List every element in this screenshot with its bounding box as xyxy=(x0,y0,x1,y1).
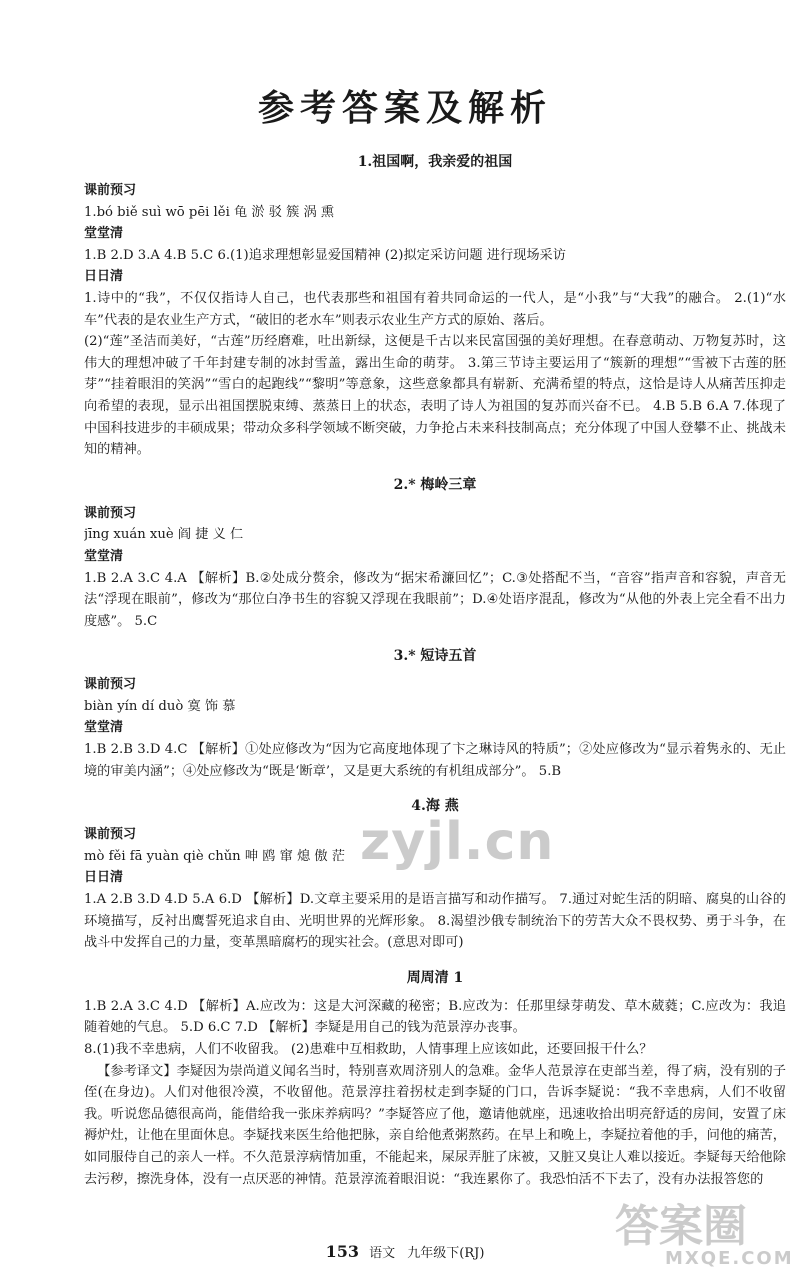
block-label: 课前预习 xyxy=(84,677,137,693)
footer-grade: 九年级下(RJ) xyxy=(407,1246,485,1261)
section-title: 2.* 梅岭三章 xyxy=(393,476,477,493)
translation-paragraph: 【参考译文】李疑因为崇尚道义闻名当时，特别喜欢周济别人的急难。金华人范景淳在吏部当差，得了病，没有别的子侄(在身边)。人们对他很冷漠，不收留他。范景淳拄着拐杖走到李疑的门口，告诉李疑说：“我不幸患病，人们不收留我。听说您品德很高尚，能借给我一张床养病吗？”李疑答应了他，邀请他就座，迅速收拾出明亮舒适的房间，安置了床褥炉灶，让他在里面休息。李疑找来医生给他把脉，亲自给他煮粥熬药。在早上和晚上，李疑拉着他的手，问他的痛苦，如同服侍自己的亲人一样。不久范景淳病情加重，不能起来，屎尿弄脏了床被，又脏又臭让人难以接近。李疑每天给他除去污秽，擦洗身体，没有一点厌恶的神情。范景淳流着眼泪说：“我连累你了。我恐怕活不下去了，没有办法报答您的 xyxy=(84,1063,786,1187)
answer-line: 1.bó biě suì wō pēi lěi 龟 淤 驳 簇 涡 熏 xyxy=(84,204,335,220)
page-number: 153 xyxy=(325,1242,359,1261)
answer-paragraph: (2)“莲”圣洁而美好，“古莲”历经磨难，吐出新绿，这便是千古以来民富国强的美好理想。在春意萌动、万物复苏时，这伟大的理想冲破了千年封建专制的冰封雪盖，露出生命的萌芽。 3.第三节诗主要运用了“簇新的理想”“雪被下古莲的胚芽”“挂着眼泪的笑涡”“雪白的起跑线”“黎明”等意象，这些意象都具有崭新、充满希望的特点，这恰是诗人从痛苦压抑走向希望的表现，显示出祖国摆脱束缚、蒸蒸日上的状态，表明了诗人为祖国的复苏而兴奋不已。 4.B 5.B 6.A 7.体现了中国科技进步的丰硕成果；带动众多科学领域不断突破，力争抢占未来科技制高点；充分体现了中国人登攀不止、挑战未知的精神。 xyxy=(84,334,786,458)
footer-subject: 语文 xyxy=(369,1246,396,1261)
watermark-text: zyjl.cn xyxy=(360,812,555,872)
answer-paragraph: 1.B 2.A 3.C 4.D 【解析】A.应改为：这是大河深藏的秘密；B.应改为：任那里绿芽萌发、草木葳蕤；C.应改为：我追随着她的气息。 5.D 6.C 7.D 【解析】李疑是用自己的钱为范景淳办丧事。 xyxy=(84,998,786,1036)
watermark-logo: 答案圈 xyxy=(615,1201,747,1252)
answer-paragraph: 1.B 2.A 3.C 4.A 【解析】B.②处成分赘余，修改为“据宋希濂回忆”；C.③处搭配不当，“音容”指声音和容貌，声音无法“浮现在眼前”，修改为“那位白净书生的容貌又浮现在我眼前”；D.④处语序混乱，修改为“从他的外表上完全看不出力度感”。 5.C xyxy=(84,570,786,629)
block-label: 堂堂清 xyxy=(84,548,124,564)
answer-line: biàn yín dí duò 寞 饰 慕 xyxy=(84,698,236,714)
section-2 xyxy=(84,473,786,633)
answer-line: jīng xuán xuè 阎 捷 义 仁 xyxy=(84,527,244,543)
page-title: 参考答案及解析 xyxy=(257,88,552,129)
answer-paragraph: 8.(1)我不幸患病，人们不收留我。 (2)患难中互相救助，人情事理上应该如此，还要回报干什么？ xyxy=(84,1042,653,1057)
answer-line: 1.B 2.D 3.A 4.B 5.C 6.(1)追求理想彰显爱国精神 (2)拟定采访问题 进行现场采访 xyxy=(84,247,566,263)
answer-line: mò fěi fā yuàn qiè chǔn 呻 鸥 窜 熄 傲 茫 xyxy=(84,848,345,864)
block-label: 日日清 xyxy=(84,269,124,285)
answer-paragraph: 1.A 2.B 3.D 4.D 5.A 6.D 【解析】D.文章主要采用的是语言描写和动作描写。 7.通过对蛇生活的阴暗、腐臭的山谷的环境描写，反衬出鹰誓死追求自由、光明世界的光辉形象。 8.渴望沙俄专制统治下的劳苦大众不畏权势、勇于斗争，在战斗中发挥自己的力量，变革黑暗腐朽的现实社会。(意思对即可) xyxy=(84,892,786,951)
block-label: 课前预习 xyxy=(84,183,137,198)
answer-paragraph: 1.诗中的“我”，不仅仅指诗人自己，也代表那些和祖国有着共同命运的一代人，是“小我”与“大我”的融合。 2.(1)“水车”代表的是农业生产方式，“破旧的老水车”则表示农业生产方式的原始、落后。 xyxy=(84,290,786,328)
block-label: 课前预习 xyxy=(84,505,137,521)
answer-content xyxy=(84,148,786,1190)
section-title: 周周清 1 xyxy=(406,969,464,986)
section-5 xyxy=(84,966,786,1190)
block-label: 日日清 xyxy=(84,870,124,886)
page-footer xyxy=(0,1242,810,1261)
block-label: 堂堂清 xyxy=(84,720,124,736)
block-label: 堂堂清 xyxy=(84,226,124,242)
section-title: 1.祖国啊，我亲爱的祖国 xyxy=(357,154,513,170)
watermark-url: MXQE.COM xyxy=(665,1248,794,1269)
section-3 xyxy=(84,644,786,782)
section-1 xyxy=(84,150,786,461)
section-title: 3.* 短诗五首 xyxy=(393,648,477,665)
answer-paragraph: 1.B 2.B 3.D 4.C 【解析】①处应修改为“因为它高度地体现了卞之琳诗风的特质”；②处应修改为“显示着隽永的、无止境的审美内涵”；④处应修改为“既是‘断章’，又是更大系统的有机组成部分”。 5.B xyxy=(84,742,786,779)
section-title: 4.海 燕 xyxy=(411,798,459,815)
section-4 xyxy=(84,794,786,954)
block-label: 课前预习 xyxy=(84,827,137,843)
